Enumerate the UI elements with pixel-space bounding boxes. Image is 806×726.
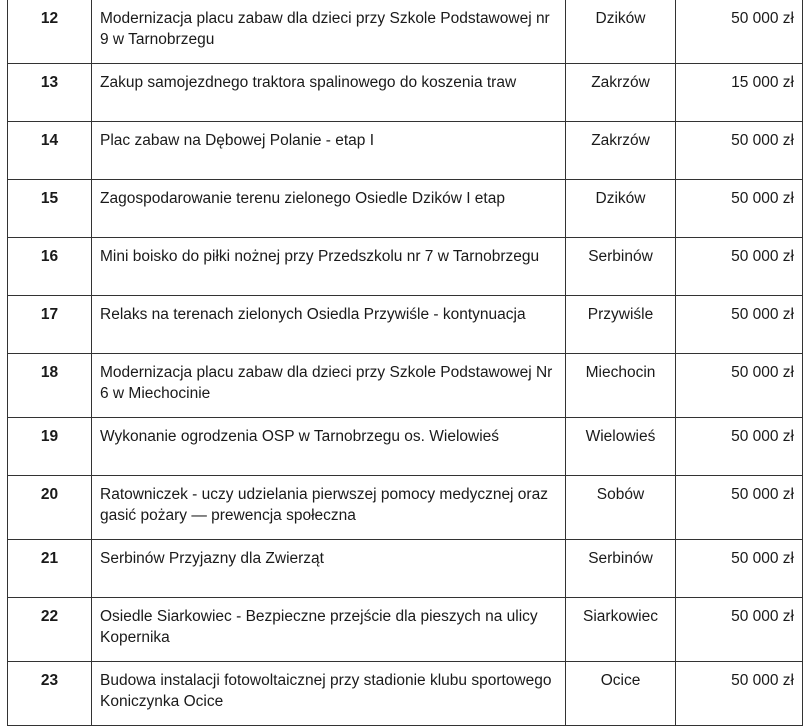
- project-amount-cell: 50 000 zł: [676, 0, 803, 64]
- project-location-cell: Ocice: [566, 662, 676, 726]
- project-number-cell: 20: [8, 476, 92, 540]
- project-name-cell: Osiedle Siarkowiec - Bezpieczne przejście dla pieszych na ulicy Kopernika: [92, 598, 566, 662]
- table-row: [8, 122, 803, 180]
- project-name-cell: Plac zabaw na Dębowej Polanie - etap I: [92, 122, 566, 180]
- project-location-cell: Dzików: [566, 180, 676, 238]
- project-amount-cell: 50 000 zł: [676, 540, 803, 598]
- project-name-cell: Zakup samojezdnego traktora spalinowego do koszenia traw: [92, 64, 566, 122]
- project-name-cell: Mini boisko do piłki nożnej przy Przedszkolu nr 7 w Tarnobrzegu: [92, 238, 566, 296]
- project-amount-cell: 50 000 zł: [676, 418, 803, 476]
- project-location-cell: Serbinów: [566, 238, 676, 296]
- project-name-cell: Ratowniczek - uczy udzielania pierwszej pomocy medycznej oraz gasić pożary — prewencja społeczna: [92, 476, 566, 540]
- project-name-cell: Budowa instalacji fotowoltaicznej przy stadionie klubu sportowego Koniczynka Ocice: [92, 662, 566, 726]
- project-amount-cell: 50 000 zł: [676, 662, 803, 726]
- project-location-cell: Zakrzów: [566, 64, 676, 122]
- project-number-cell: 21: [8, 540, 92, 598]
- project-name-cell: Zagospodarowanie terenu zielonego Osiedle Dzików I etap: [92, 180, 566, 238]
- table-row: [8, 476, 803, 540]
- project-number-cell: 18: [8, 354, 92, 418]
- project-location-cell: Serbinów: [566, 540, 676, 598]
- project-amount-cell: 50 000 zł: [676, 476, 803, 540]
- project-location-cell: Dzików: [566, 0, 676, 64]
- project-amount-cell: 50 000 zł: [676, 238, 803, 296]
- project-amount-cell: 50 000 zł: [676, 122, 803, 180]
- table-row: [8, 296, 803, 354]
- project-number-cell: 17: [8, 296, 92, 354]
- project-location-cell: Miechocin: [566, 354, 676, 418]
- table-row: [8, 64, 803, 122]
- project-location-cell: Sobów: [566, 476, 676, 540]
- project-number-cell: 15: [8, 180, 92, 238]
- table-row: [8, 354, 803, 418]
- project-amount-cell: 50 000 zł: [676, 598, 803, 662]
- project-location-cell: Siarkowiec: [566, 598, 676, 662]
- project-number-cell: 12: [8, 0, 92, 64]
- table-row: [8, 0, 803, 64]
- table-row: [8, 662, 803, 726]
- table-row: [8, 238, 803, 296]
- table-row: [8, 540, 803, 598]
- projects-table: [7, 0, 803, 726]
- project-number-cell: 19: [8, 418, 92, 476]
- project-amount-cell: 50 000 zł: [676, 180, 803, 238]
- project-location-cell: Przywiśle: [566, 296, 676, 354]
- project-name-cell: Wykonanie ogrodzenia OSP w Tarnobrzegu os. Wielowieś: [92, 418, 566, 476]
- table-row: [8, 180, 803, 238]
- project-number-cell: 13: [8, 64, 92, 122]
- project-amount-cell: 50 000 zł: [676, 296, 803, 354]
- project-number-cell: 14: [8, 122, 92, 180]
- project-name-cell: Modernizacja placu zabaw dla dzieci przy Szkole Podstawowej Nr 6 w Miechocinie: [92, 354, 566, 418]
- project-amount-cell: 15 000 zł: [676, 64, 803, 122]
- projects-table-body: [8, 0, 803, 726]
- project-location-cell: Zakrzów: [566, 122, 676, 180]
- project-name-cell: Serbinów Przyjazny dla Zwierząt: [92, 540, 566, 598]
- table-row: [8, 598, 803, 662]
- project-number-cell: 22: [8, 598, 92, 662]
- table-row: [8, 418, 803, 476]
- project-amount-cell: 50 000 zł: [676, 354, 803, 418]
- project-name-cell: Modernizacja placu zabaw dla dzieci przy Szkole Podstawowej nr 9 w Tarnobrzegu: [92, 0, 566, 64]
- project-number-cell: 16: [8, 238, 92, 296]
- project-location-cell: Wielowieś: [566, 418, 676, 476]
- project-name-cell: Relaks na terenach zielonych Osiedla Przywiśle - kontynuacja: [92, 296, 566, 354]
- project-number-cell: 23: [8, 662, 92, 726]
